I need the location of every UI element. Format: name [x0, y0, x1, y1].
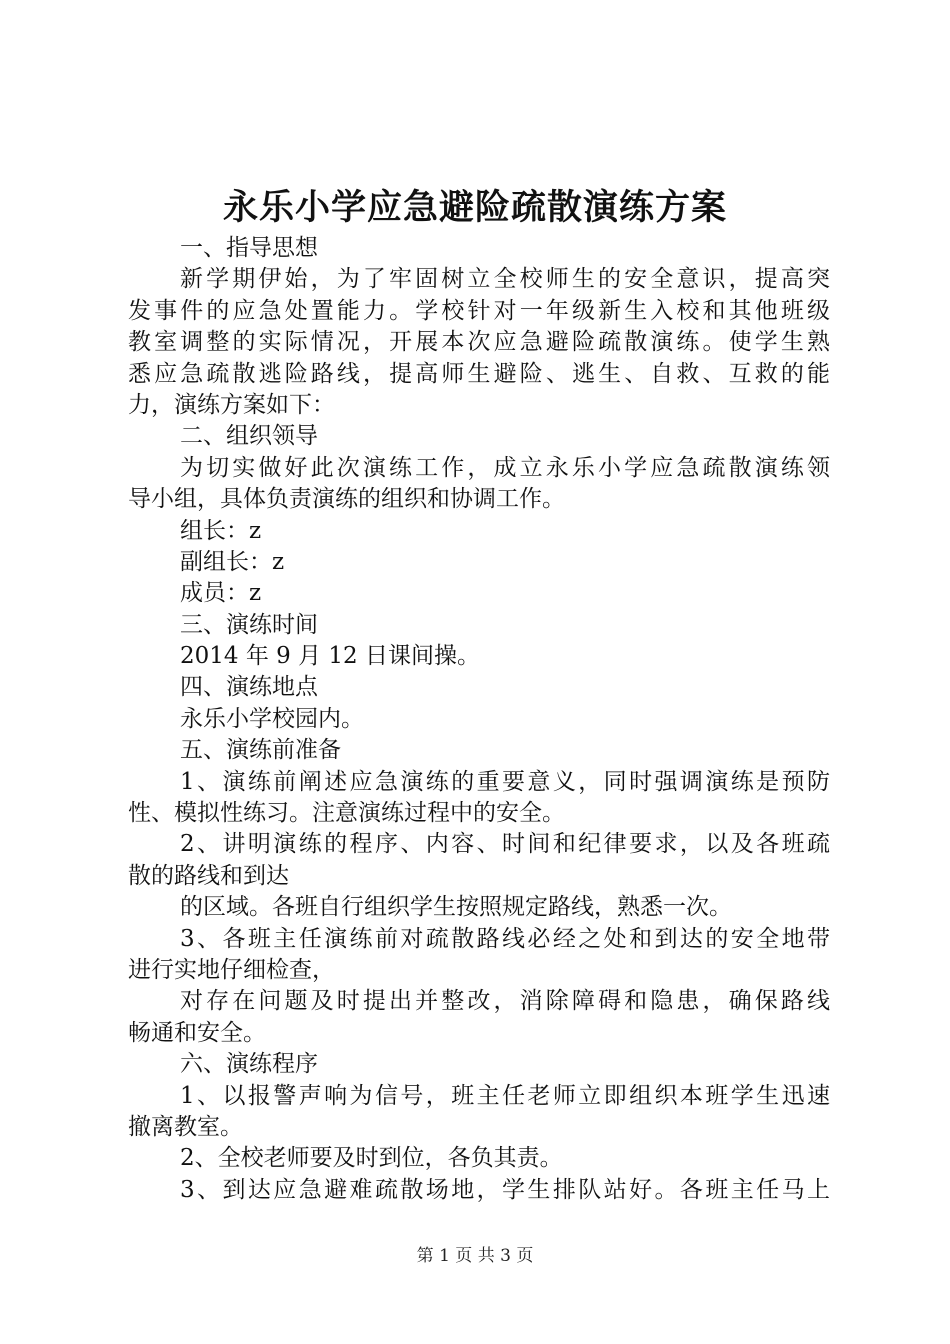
section-heading-preparation: 五、演练前准备: [180, 737, 341, 764]
paragraph-line: 教室调整的实际情况，开展本次应急避险疏散演练。使学生熟: [128, 329, 830, 356]
paragraph-line: 导小组，具体负责演练的组织和协调工作。: [128, 486, 565, 513]
page-number-footer: 第 1 页 共 3 页: [416, 1246, 534, 1266]
section-heading-guiding-thought: 一、指导思想: [180, 235, 318, 261]
team-leader-line: 组长：z: [180, 517, 262, 544]
paragraph-line: 散的路线和到达: [128, 862, 289, 889]
paragraph-line: 1、以报警声响为信号，班主任老师立即组织本班学生迅速: [180, 1082, 830, 1109]
paragraph-line: 2、讲明演练的程序、内容、时间和纪律要求，以及各班疏: [180, 831, 830, 858]
section-heading-organization: 二、组织领导: [180, 423, 318, 450]
paragraph-line: 进行实地仔细检查，: [128, 956, 335, 983]
paragraph-line: 的区域。各班自行组织学生按照规定路线，熟悉一次。: [180, 894, 732, 921]
section-heading-drill-time: 三、演练时间: [180, 611, 318, 638]
document-title: 永乐小学应急避险疏散演练方案: [222, 188, 727, 228]
section-heading-drill-location: 四、演练地点: [180, 674, 318, 701]
paragraph-line: 悉应急疏散逃险路线，提高师生避险、逃生、自救、互救的能: [128, 360, 830, 387]
drill-location-value: 永乐小学校园内。: [180, 705, 364, 732]
paragraph-line: 2、全校老师要及时到位，各负其责。: [180, 1145, 563, 1172]
paragraph-line: 新学期伊始，为了牢固树立全校师生的安全意识，提高突: [180, 266, 830, 293]
paragraph-line: 为切实做好此次演练工作，成立永乐小学应急疏散演练领: [180, 454, 830, 481]
section-heading-procedure: 六、演练程序: [180, 1051, 318, 1078]
paragraph-line: 1、演练前阐述应急演练的重要意义，同时强调演练是预防: [180, 768, 830, 795]
members-line: 成员：z: [180, 580, 262, 607]
paragraph-line: 力，演练方案如下：: [128, 391, 335, 418]
paragraph-line: 对存在问题及时提出并整改，消除障碍和隐患，确保路线: [180, 988, 830, 1015]
paragraph-line: 3、各班主任演练前对疏散路线必经之处和到达的安全地带: [180, 925, 830, 952]
paragraph-line: 畅通和安全。: [128, 1019, 266, 1046]
paragraph-line: 3、到达应急避难疏散场地，学生排队站好。各班主任马上: [180, 1176, 830, 1203]
document-body: [128, 233, 830, 1206]
paragraph-line: 撤离教室。: [128, 1113, 243, 1140]
deputy-leader-line: 副组长：z: [180, 548, 285, 575]
paragraph-line: 性、模拟性练习。注意演练过程中的安全。: [128, 800, 565, 827]
paragraph-line: 发事件的应急处置能力。学校针对一年级新生入校和其他班级: [128, 297, 830, 324]
drill-time-value: 2014 年 9 月 12 日课间操。: [180, 643, 480, 670]
